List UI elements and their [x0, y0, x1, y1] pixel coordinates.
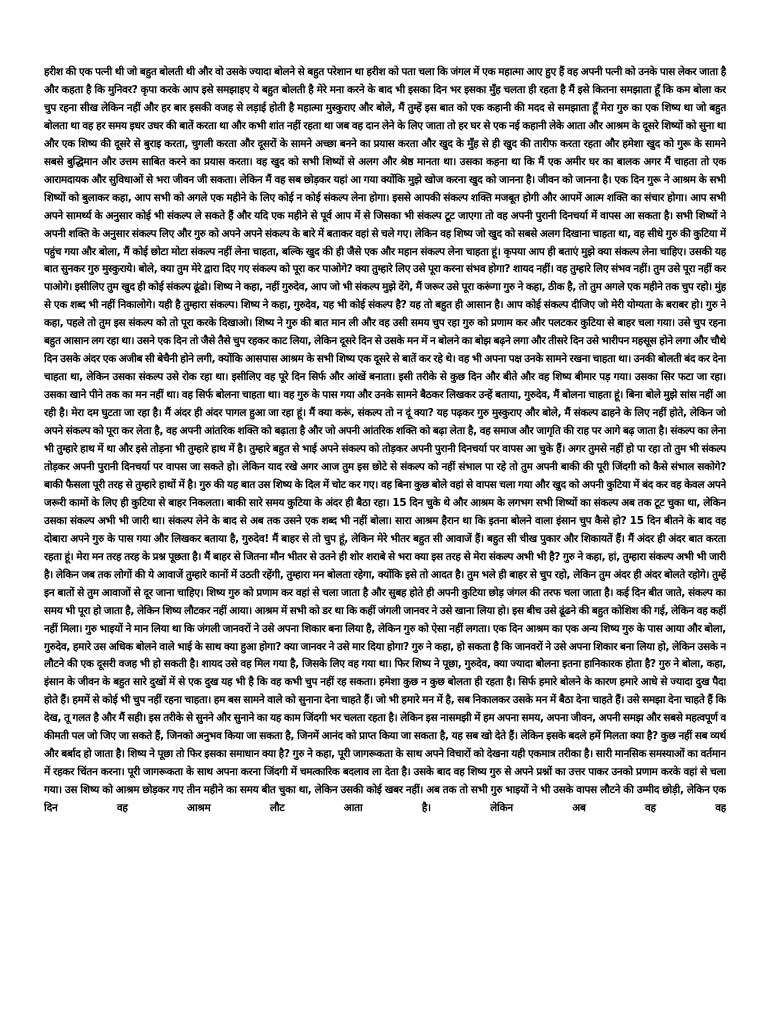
- story-text: हरीश की एक पत्नी थी जो बहुत बोलती थी और वो उसके ज्यादा बोलने से बहुत परेशान था हरीश को पता चला कि जंगल में एक महात्मा आए हुए हैं वह अपनी पत्नी को उनके पास लेकर जाता है और कहता है कि मुनिवर? कृपा करके आप इसे समझाइए ये बहुत बोलती है मेरे मना करने के बाद भी इसका दिन भर इसका मुँह चलता ही रहता है मैं इसे कितना समझाता हूँ कि कम बोला कर चुप रहना सीख लेकिन नहीं और हर बार इसकी वजह से लड़ाई होती है महात्मा मुस्कुराए और बोले, मैं तुम्हें इस बात को एक कहानी की मदद से समझाता हूँ मेरा गुरु का एक शिष्य था जो बहुत बोलता था वह हर समय इधर उधर की बातें करता था और कभी शांत नहीं रहता था जब वह दान लेने के लिए जाता तो हर घर से एक नई कहानी लेके आता और आश्रम के दूसरे शिष्यों को सुना था और एक शिष्य की दूसरे से बुराइ करता, चुगली करता और दूसरों के सामने अच्छा बनने का प्रयास करता और खुद के मुँह से ही खुद की तारीफ करता रहता और हमेशा खुद को गुरू के सामने सबसे बुद्धिमान और उत्तम साबित करने का प्रयास करता। वह खुद को सभी शिष्यों से अलग और श्रेष्ठ मानता था। उसका कहना था कि मैं एक अमीर घर का बालक अगर मैं चाहता तो एक आरामदायक और सुविधाओं से भरा जीवन जी सकता। लेकिन मैं वह सब छोड़कर यहां आ गया क्योंकि मुझे खोज करना खुद को जानना है। जीवन को जानना है। एक दिन गुरू ने आश्रम के सभी शिष्यों को बुलाकर कहा, आप सभी को अगले एक महीने के लिए कोई न कोई संकल्प लेना होगा। इससे आपकी संकल्प शक्ति मजबूत होगी और आपमें आत्म शक्ति का संचार होगा। आप सभी अपने सामर्थ्य के अनुसार कोई भी संकल्प ले सकते हैं और यदि एक महीने से पूर्व आप में से जिसका भी संकल्प टूट जाएगा तो वह अपनी पुरानी दिनचर्या में वापस आ सकता है। सभी शिष्यों ने अपनी शक्ति के अनुसार संकल्प लिए और गुरु को अपने अपने संकल्प के बारे में बताकर वहां से चले गए। लेकिन वह शिष्य जो खुद को सबसे अलग दिखाना चाहता था, वह सीधे गुरु की कुटिया में पहुंच गया और बोला, मैं कोई छोटा मोटा संकल्प नहीं लेना चाहता, बल्कि खुद की ही जैसे एक और महान संकल्प लेना चाहता हूं। कृपया आप ही बताएं मुझे क्या संकल्प लेना चाहिए। उसकी यह बात सुनकर गुरु मुस्कुराये। बोले, क्या तुम मेरे द्वारा दिए गए संकल्प को पूरा कर पाओगे? क्या तुम्हारे लिए उसे पूरा करना संभव होगा? शायद नहीं। वह तुम्हारे लिए संभव नहीं। तुम उसे पूरा नहीं कर पाओगे। इसीलिए तुम खुद ही कोई संकल्प ढूंढो। शिष्य ने कहा, नहीं गुरुदेव, आप जो भी संकल्प मुझे देंगे, मैं जरूर उसे पूरा करूंगा गुरु ने कहा, ठीक है, तो तुम अगले एक महीने तक चुप रहो। मुंह से एक शब्द भी नहीं निकालोगे। यही है तुम्हारा संकल्प। शिष्य ने कहा, गुरुदेव, यह भी कोई संकल्प है? यह तो बहुत ही आसान है। आप कोई संकल्प दीजिए जो मेरी योग्यता के बराबर हो। गुरु ने कहा, पहले तो तुम इस संकल्प को तो पूरा करके दिखाओ। शिष्य ने गुरु की बात मान ली और वह उसी समय चुप रहा गुरु को प्रणाम कर और पलटकर कुटिया से बाहर चला गया। उसे चुप रहना बहुत आसान लग रहा था। उसने एक दिन तो जैसे तैसे चुप रहकर काट लिया, लेकिन दूसरे दिन से उसके मन में न बोलने का बोझ बढ़ने लगा और तीसरे दिन उसे भारीपन महसूस होने लगा और चौथे दिन उसके अंदर एक अजीब सी बेचैनी होने लगी, क्योंकि आसपास आश्रम के सभी शिष्य एक दूसरे से बातें कर रहे थे। वह भी अपना पक्ष उनके सामने रखना चाहता था। उनकी बोलती बंद कर देना चाहता था, लेकिन उसका संकल्प उसे रोक रहा था। इसीलिए वह पूरे दिन सिर्फ और आंखें बनाता। इसी तरीके से कुछ दिन और बीते और वह शिष्य बीमार पड़ गया। उसका सिर फटा जा रहा। उसका खाने पीने तक का मन नहीं था। वह सिर्फ बोलना चाहता था। वह गुरु के पास गया और उनके सामने बैठकर लिखकर उन्हें बताया, गुरुदेव, मैं बोलना चाहता हूं। बिना बोले मुझे सांस नहीं आ रही है। मेरा दम घुटता जा रहा है। मैं अंदर ही अंदर पागल हुआ जा रहा हूं। मैं क्या करूं, संकल्प तो न दूं क्या? यह पढ़कर गुरु मुस्कुराए और बोले, मैं संकल्प ढाहने के लिए नहीं होते, लेकिन जो अपने संकल्प को पूरा कर लेता है, वह अपनी आंतरिक शक्ति को बढ़ाता है और जो अपनी आंतरिक शक्ति को बढ़ा लेता है, वह समाज और जागृति की राह पर आगे बढ़ जाता है। संकल्प का लेना भी तुम्हारे हाथ में था और इसे तोड़ना भी तुम्हारे हाथ में है। तुम्हारे बहुत से भाई अपने संकल्प को तोड़कर अपनी पुरानी दिनचर्या पर वापस आ चुके हैं। अगर तुमसे नहीं हो पा रहा तो तुम भी संकल्प तोड़कर अपनी पुरानी दिनचर्या पर वापस जा सकते हो। लेकिन याद रखे अगर आज तुम इस छोटे से संकल्प को नहीं संभाल पा रहे तो तुम अपनी बाकी की पूरी जिंदगी को कैसे संभाल सकोगे? बाकी फैसला पूरी तरह से तुम्हारे हाथों में है। गुरु की यह बात उस शिष्य के दिल में चोट कर गए। वह बिना कुछ बोले वहां से वापस चला गया और खुद को अपनी कुटिया में बंद कर वह केवल अपने जरूरी कामों के लिए ही कुटिया से बाहर निकलता। बाकी सारे समय कुटिया के अंदर ही बैठा रहा। 15 दिन चुके थे और आश्रम के लगभग सभी शिष्यों का संकल्प अब तक टूट चुका था, लेकिन उसका संकल्प अभी भी जारी था। संकल्प लेने के बाद से अब तक उसने एक शब्द भी नहीं बोला। सारा आश्रम हैरान था कि इतना बोलने वाला इंसान चुप कैसे हो? 15 दिन बीतने के बाद वह दोबारा अपने गुरु के पास गया और लिखकर बताया है, गुरुदेव! मैं बाहर से तो चुप हूं, लेकिन मेरे भीतर बहुत सी आवाजें हैं। बहुत सी चीख पुकार और शिकायतें हैं। मैं अंदर ही अंदर बात करता रहता हूं। मेरा मन तरह तरह के प्रश्न पूछता है। मैं बाहर से जितना मौन भीतर से उतने ही शोर शराबे से भरा क्या इस तरह से मेरा संकल्प अभी भी है? गुरु ने कहा, हां, तुम्हारा संकल्प अभी भी जारी है। लेकिन जब तक लोगों की ये आवाजें तुम्हारे कानों में उठती रहेंगी, तुम्हारा मन बोलता रहेगा, क्योंकि इसे तो आदत है। तुम भले ही बाहर से चुप रहो, लेकिन तुम अंदर ही अंदर बोलते रहोगे। तुम्हें इन बातों से तुम आवाजों से दूर जाना चाहिए। शिष्य गुरु को प्रणाम कर वहां से चला जाता है और सुबह होते ही अपनी कुटिया छोड़ जंगल की तरफ चला जाता है। कई दिन बीत जाते, संकल्प का समय भी पूरा हो जाता है, लेकिन शिष्य लौटकर नहीं आया। आश्रम में सभी को डर था कि कहीं जंगली जानवर ने उसे खाना लिया हो। इस बीच उसे ढूंढने की बहुत कोशिश की गई, लेकिन वह कहीं नहीं मिला। गुरु भाइयों ने मान लिया था कि जंगली जानवरों ने उसे अपना शिकार बना लिया है, लेकिन गुरु को ऐसा नहीं लगता। एक दिन आश्रम का एक अन्य शिष्य गुरु के पास आया और बोला, गुरुदेव, हमारे उस अधिक बोलने वाले भाई के साथ क्या हुआ होगा? क्या जानवर ने उसे मार दिया होगा? गुरु ने कहा, हो सकता है कि जानवरों ने उसे अपना शिकार बना लिया हो, लेकिन उसके न लौटने की एक दूसरी वजह भी हो सकती है। शायद उसे वह मिल गया है, जिसके लिए वह गया था। फिर शिष्य ने पूछा, गुरुदेव, क्या ज्यादा बोलना इतना हानिकारक होता है? गुरु ने बोला, कहा, इंसान के जीवन के बहुत सारे दुखों में से एक दुख यह भी है कि वह कभी चुप नहीं रह सकता। हमेशा कुछ न कुछ बोलता ही रहता है। सिर्फ हमारे बोलने के कारण हमारे आधे से ज्यादा दुख पैदा होते हैं। हममें से कोई भी चुप नहीं रहना चाहता। हम बस सामने वाले को सुनाना देना चाहते हैं। जो भी हमारे मन में है, सब निकालकर उसके मन में बैठा देना चाहते हैं। उसे समझा देना चाहते हैं कि देख, तू गलत है और मैं सही। इस तरीके से सुनने और सुनाने का यह काम जिंदगी भर चलता रहता है। लेकिन इस नासमझी में हम अपना समय, अपना जीवन, अपनी समझ और सबसे महत्वपूर्ण व कीमती पल जो जिए जा सकते हैं, जिनको अनुभव किया जा सकता है, जिनमें आनंद को प्राप्त किया जा सकता है, यह सब खो देते हैं। लेकिन इसके बदले हमें मिलता क्या है? कुछ नहीं सब व्यर्थ और बर्बाद हो जाता है। शिष्य ने पूछा तो फिर इसका समाधान क्या है? गुरु ने कहा, पूरी जागरूकता के साथ अपने विचारों को देखना यही एकमात्र तरीका है। सारी मानसिक समस्याओं का वर्तमान में रहकर चिंतन करना। पूरी जागरूकता के साथ अपना करना जिंदगी में चमत्कारिक बदलाव ला देता है। उसके बाद वह शिष्य गुरु से अपने प्रश्नों का उत्तर पाकर उनको प्रणाम करके वहां से चला गया। उस शिष्य को आश्रम छोड़कर गए तीन महीने का समय बीत चुका था, लेकिन उसकी कोई खबर नहीं। अब तक तो सभी गुरु भाइयों ने भी उसके वापस लौटने की उम्मीद छोड़ी, लेकिन एक दिन वह आश्रम लौट आता है। लेकिन अब वह वह: [44, 66, 726, 815]
- document-page: [44, 64, 726, 944]
